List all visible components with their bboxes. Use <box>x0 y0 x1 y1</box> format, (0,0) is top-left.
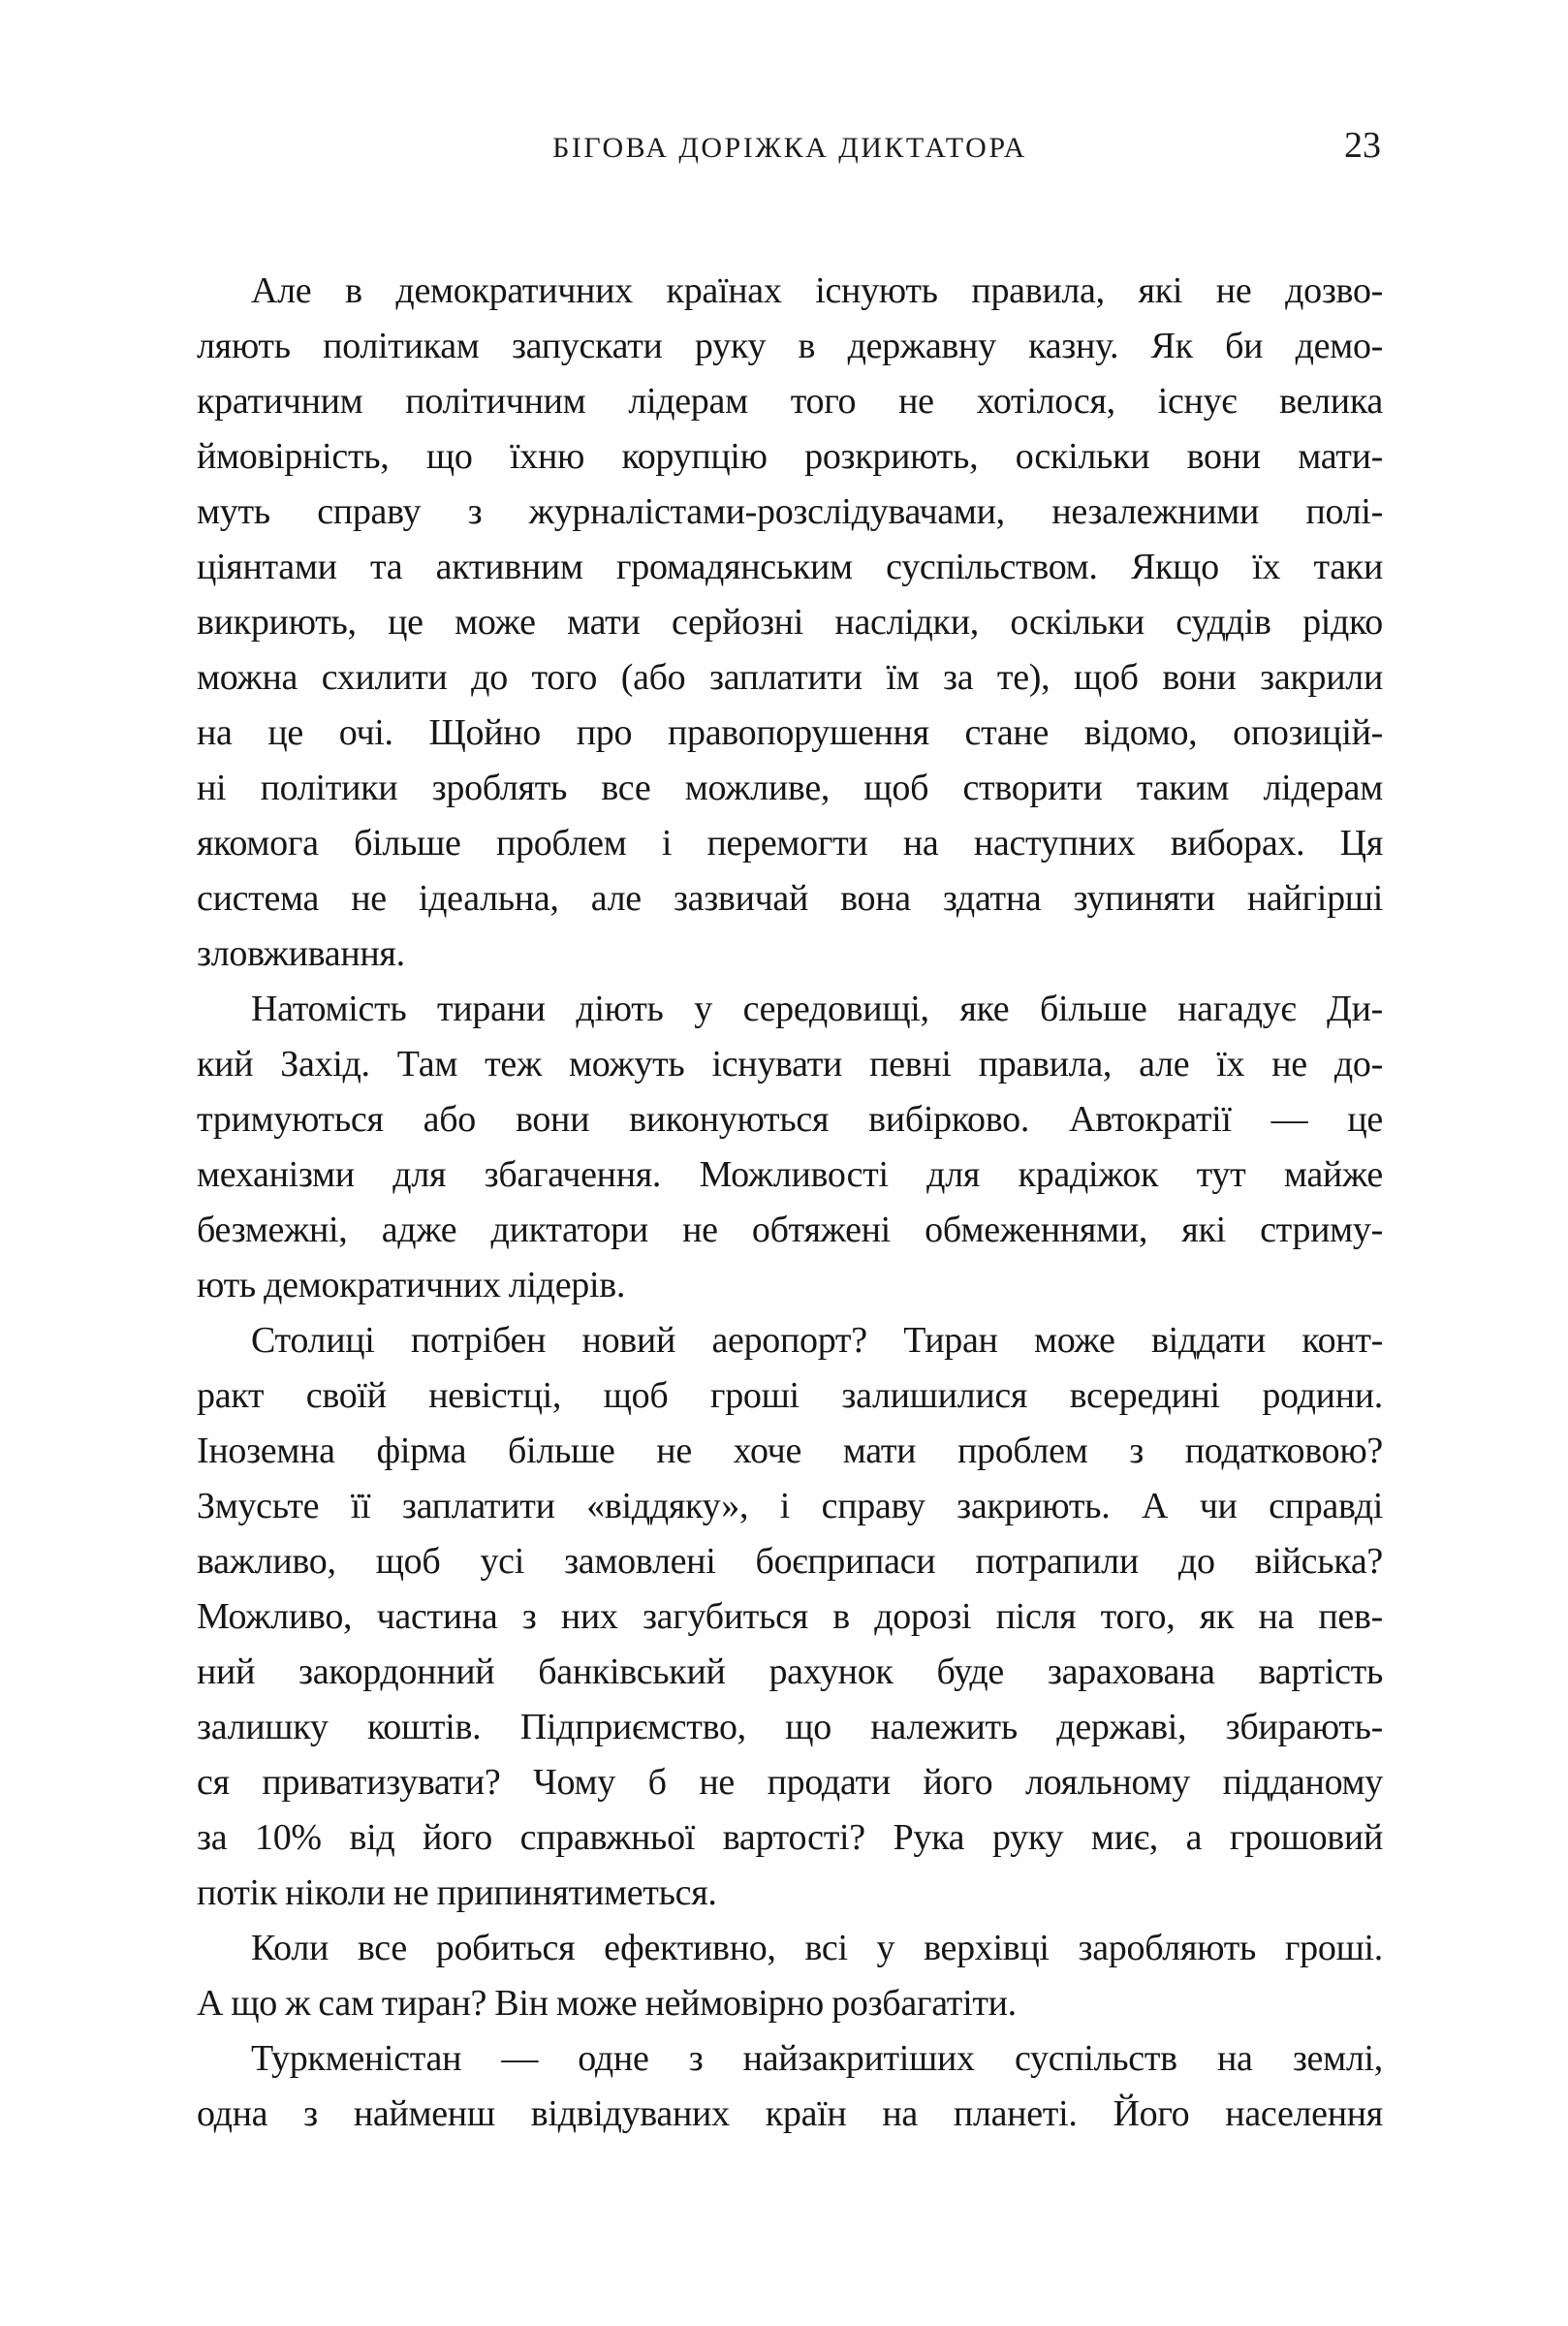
text-line: ся приватизувати? Чому б не продати його лояльному підданому <box>197 1762 1383 1803</box>
text-line: Коли все робиться ефективно, всі у верхівці заробляють гроші. <box>251 1928 1383 1968</box>
text-line: на це очі. Щойно про правопорушення стане відомо, опозицій- <box>197 712 1383 753</box>
text-line: Іноземна фірма більше не хоче мати проблем з податковою? <box>197 1430 1383 1471</box>
text-line: викриють, це може мати серйозні наслідки, оскільки суддів рідко <box>197 602 1383 643</box>
page-header <box>197 125 1383 173</box>
text-line: можна схилити до того (або заплатити їм за те), щоб вони закрили <box>197 657 1383 698</box>
text-line: ймовірність, що їхню корупцію розкриють, оскільки вони мати- <box>197 436 1383 477</box>
text-line: Столиці потрібен новий аеропорт? Тиран може віддати конт- <box>251 1320 1383 1361</box>
text-line: тримуються або вони виконуються вибірково. Автократії — це <box>197 1099 1383 1140</box>
text-line: ний закордонний банківський рахунок буде зарахована вартість <box>197 1651 1383 1692</box>
text-line: ціянтами та активним громадянським суспільством. Якщо їх таки <box>197 547 1383 587</box>
running-head-title: БІГОВА ДОРІЖКА ДИКТАТОРА <box>552 132 1027 164</box>
text-line: безмежні, адже диктатори не обтяжені обмеженнями, які стриму- <box>197 1210 1383 1250</box>
text-line: муть справу з журналістами-розслідувачами, незалежними полі- <box>197 491 1383 532</box>
page-number: 23 <box>1344 125 1381 166</box>
text-line: система не ідеальна, але зазвичай вона здатна зупиняти найгірші <box>197 878 1383 919</box>
text-line: А що ж сам тиран? Він може неймовірно розбагатіти. <box>197 1983 1017 2024</box>
text-line: за 10% від його справжньої вартості? Рука руку миє, а грошовий <box>197 1817 1383 1858</box>
text-line: залишку коштів. Підприємство, що належить державі, збирають- <box>197 1707 1383 1747</box>
text-line: кратичним політичним лідерам того не хотілося, існує велика <box>197 381 1383 422</box>
text-line: кий Захід. Там теж можуть існувати певні правила, але їх не до- <box>197 1044 1383 1084</box>
text-line: одна з найменш відвідуваних країн на планеті. Його населення <box>197 2093 1383 2134</box>
text-line: ні політики зроблять все можливе, щоб створити таким лідерам <box>197 768 1383 808</box>
text-line: ракт своїй невістці, щоб гроші залишилися всередині родини. <box>197 1375 1383 1416</box>
body-text <box>197 264 1383 2142</box>
text-line: важливо, щоб усі замовлені боєприпаси потрапили до війська? <box>197 1541 1383 1582</box>
text-line: Натомість тирани діють у середовищі, яке більше нагадує Ди- <box>251 989 1383 1029</box>
text-line: Змусьте її заплатити «віддяку», і справу закриють. А чи справді <box>197 1486 1383 1526</box>
text-line: ляють політикам запускати руку в державну казну. Як би демо- <box>197 326 1383 366</box>
text-line: потік ніколи не припинятиметься. <box>197 1872 717 1913</box>
text-line: зловживання. <box>197 933 405 974</box>
text-line: Але в демократичних країнах існують правила, які не дозво- <box>251 270 1383 311</box>
text-line: механізми для збагачення. Можливості для крадіжок тут майже <box>197 1154 1383 1195</box>
text-line: Можливо, частина з них загубиться в дорозі після того, як на пев- <box>197 1596 1383 1637</box>
text-line: якомога більше проблем і перемогти на наступних виборах. Ця <box>197 823 1383 864</box>
text-line: Туркменістан — одне з найзакритіших суспільств на землі, <box>251 2038 1383 2079</box>
text-line: ють демократичних лідерів. <box>197 1265 626 1305</box>
